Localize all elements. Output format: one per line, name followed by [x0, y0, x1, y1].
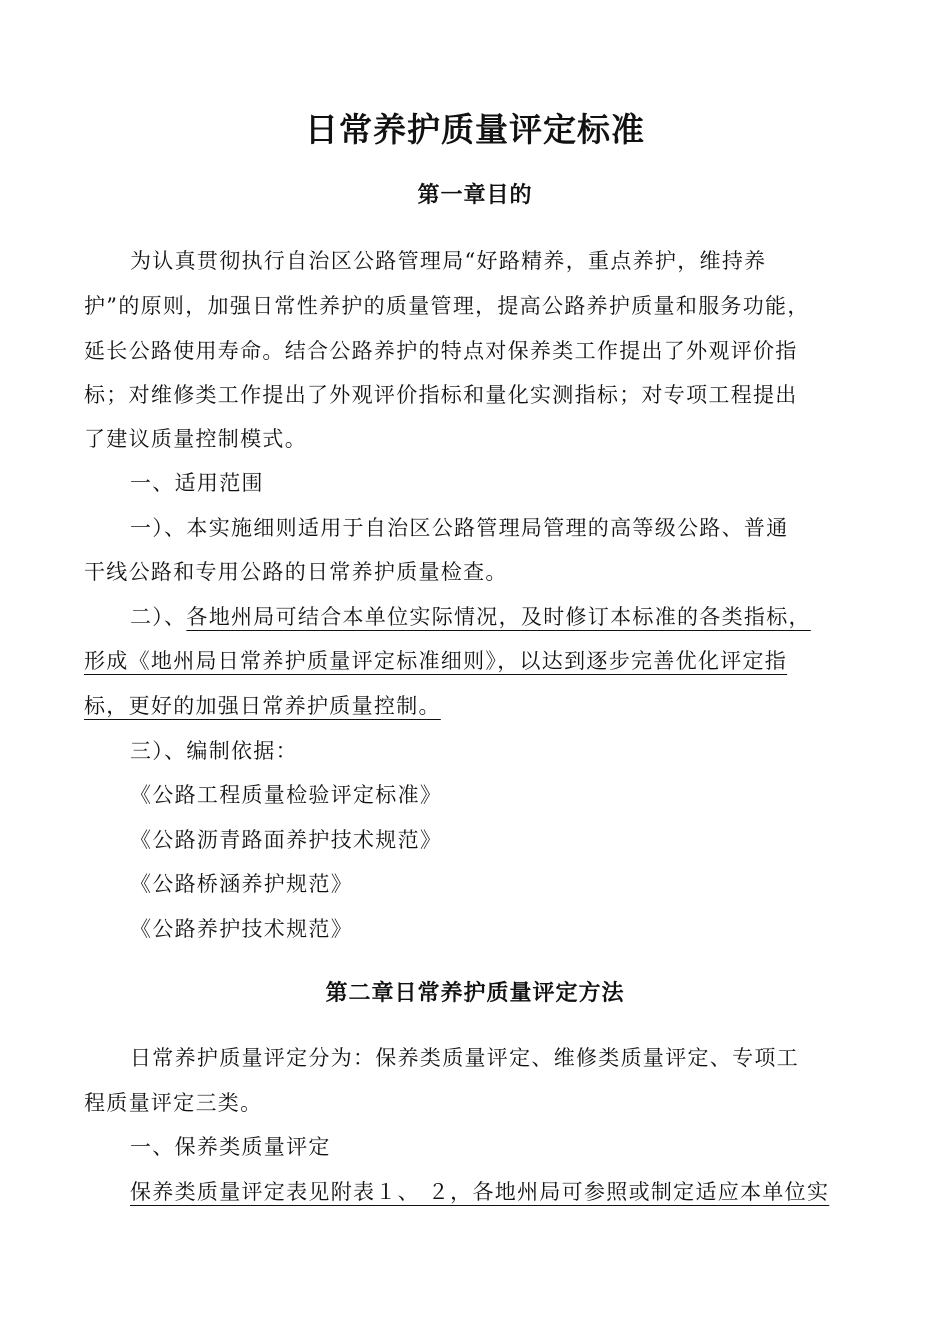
paragraph-line: 日常养护质量评定分为：保养类质量评定、维修类质量评定、专项工 [130, 1046, 799, 1070]
paragraph-line: 了建议质量控制模式。 [84, 427, 307, 451]
document-title: 日常养护质量评定标准 [305, 110, 645, 149]
section-heading: 一、保养类质量评定 [130, 1135, 331, 1159]
underlined-text: 各地州局可结合本单位实际情况，及时修订本标准的各类指标， [186, 605, 811, 629]
section-heading: 三）、编制依据： [130, 739, 298, 763]
section-heading: 一、适用范围 [130, 471, 264, 495]
reference-item: 《公路桥涵养护规范》 [130, 872, 353, 896]
underlined-line: 标，更好的加强日常养护质量控制。 [84, 694, 441, 718]
reference-item: 《公路养护技术规范》 [130, 917, 353, 941]
underlined-line: 保养类质量评定表见附表１、 ２，各地州局可参照或制定适应本单位实 [130, 1180, 830, 1204]
reference-item: 《公路沥青路面养护技术规范》 [130, 828, 443, 852]
paragraph-line: 干线公路和专用公路的日常养护质量检查。 [84, 560, 508, 584]
underlined-line: 形成《地州局日常养护质量评定标准细则》，以达到逐步完善优化评定指 [84, 649, 788, 673]
paragraph-line: 护”的原则，加强日常性养护的质量管理，提高公路养护质量和服务功能， [84, 294, 810, 318]
paragraph-line: 标；对维修类工作提出了外观评价指标和量化实测指标；对专项工程提出 [84, 383, 798, 407]
paragraph-line: 程质量评定三类。 [84, 1091, 263, 1115]
paragraph-line: 为认真贯彻执行自治区公路管理局“好路精养，重点养护，维持养 [130, 249, 767, 273]
paragraph-line: 一）、本实施细则适用于自治区公路管理局管理的高等级公路、普通 [130, 516, 789, 540]
paragraph-line: 延长公路使用寿命。结合公路养护的特点对保养类工作提出了外观评价指 [84, 339, 798, 363]
chapter-1-heading: 第一章目的 [417, 182, 533, 208]
chapter-2-heading: 第二章日常养护质量评定方法 [325, 980, 625, 1006]
item-2-prefix: 二）、 [130, 605, 187, 629]
reference-item: 《公路工程质量检验评定标准》 [130, 783, 443, 807]
paragraph-line [130, 601, 811, 633]
